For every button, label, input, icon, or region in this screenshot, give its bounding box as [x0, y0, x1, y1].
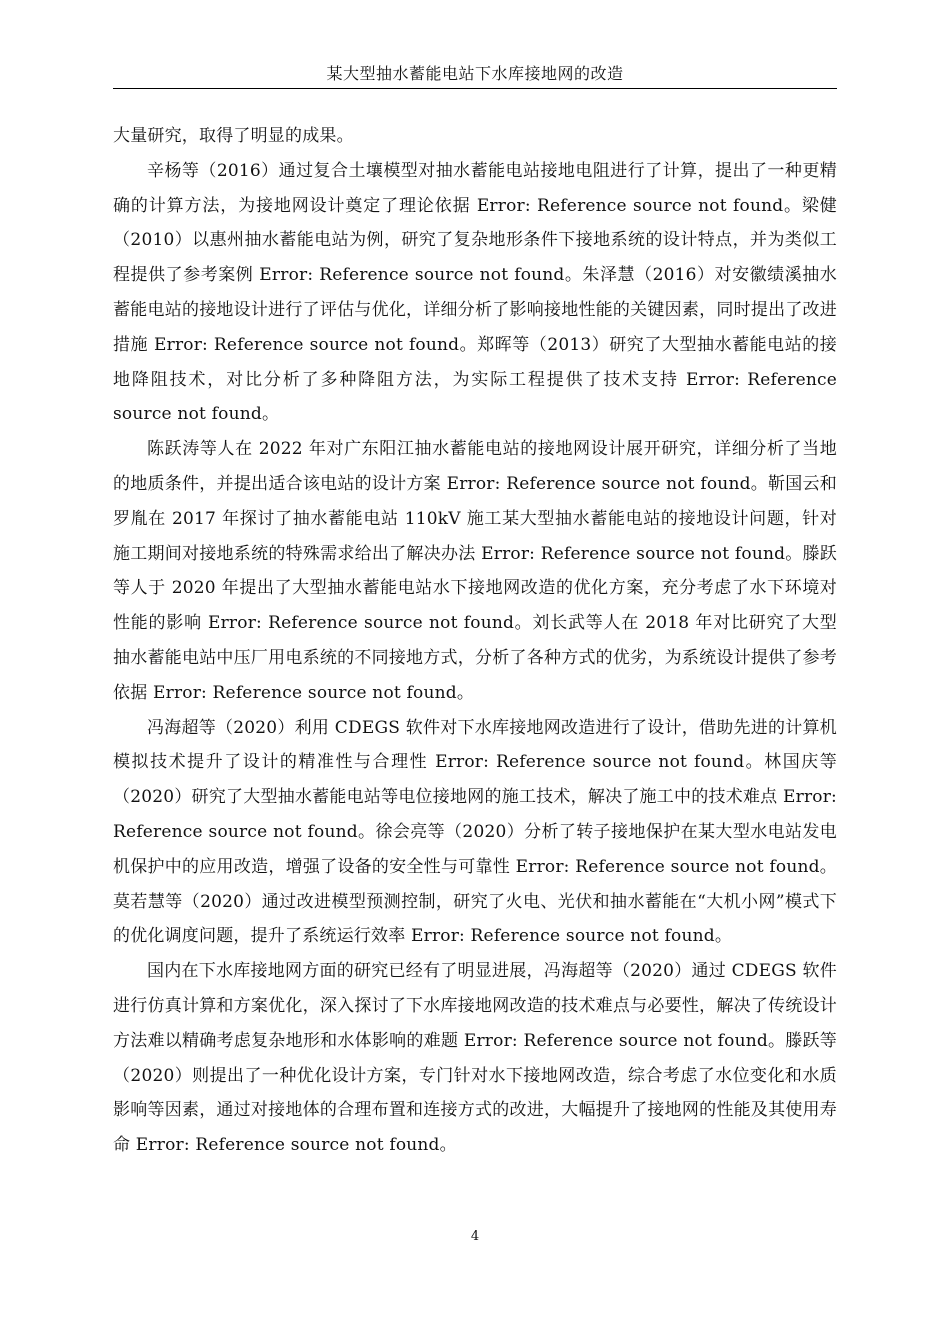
running-header: 某大型抽水蓄能电站下水库接地网的改造	[326, 64, 624, 83]
header-rule	[113, 88, 837, 89]
paragraph-continued: 大量研究，取得了明显的成果。	[113, 126, 354, 146]
body-text	[113, 119, 837, 1163]
paragraph: 冯海超等（2020）利用 CDEGS 软件对下水库接地网改造进行了设计，借助先进的计算机模拟技术提升了设计的精准性与合理性 Error: Reference source not found。林国庆等（2020）研究了大型抽水蓄能电站等电位接地网的施工技术，解决了施工中的技术难点 Error: Reference source not found。徐会亮等（2020）分析了转子接地保护在某大型水电站发电机保护中的应用改造，增强了设备的安全性与可靠性 Error: Reference source not found。莫若慧等（2020）通过改进模型预测控制，研究了火电、光伏和抽水蓄能在“大机小网”模式下的优化调度问题，提升了系统运行效率 Error: Reference source not found。	[113, 717, 837, 947]
paragraph: 国内在下水库接地网方面的研究已经有了明显进展，冯海超等（2020）通过 CDEGS 软件进行仿真计算和方案优化，深入探讨了下水库接地网改造的技术难点与必要性，解决了传统设计方法难以精确考虑复杂地形和水体影响的难题 Error: Reference source not found。滕跃等（2020）则提出了一种优化设计方案，专门针对水下接地网改造，综合考虑了水位变化和水质影响等因素，通过对接地体的合理布置和连接方式的改进，大幅提升了接地网的性能及其使用寿命 Error: Reference source not found。	[113, 961, 837, 1156]
paragraph: 辛杨等（2016）通过复合土壤模型对抽水蓄能电站接地电阻进行了计算，提出了一种更精确的计算方法，为接地网设计奠定了理论依据 Error: Reference source not found。梁健（2010）以惠州抽水蓄能电站为例，研究了复杂地形条件下接地系统的设计特点，并为类似工程提供了参考案例 Error: Reference source not found。朱泽慧（2016）对安徽绩溪抽水蓄能电站的接地设计进行了评估与优化，详细分析了影响接地性能的关键因素，同时提出了改进措施 Error: Reference source not found。郑晖等（2013）研究了大型抽水蓄能电站的接地降阻技术，对比分析了多种降阻方法，为实际工程提供了技术支持 Error: Reference source not found。	[113, 160, 837, 425]
page-number: 4	[470, 1229, 480, 1244]
paragraph: 陈跃涛等人在 2022 年对广东阳江抽水蓄能电站的接地网设计展开研究，详细分析了当地的地质条件，并提出适合该电站的设计方案 Error: Reference source not found。靳国云和罗胤在 2017 年探讨了抽水蓄能电站 110kV 施工某大型抽水蓄能电站的接地设计问题，针对施工期间对接地系统的特殊需求给出了解决办法 Error: Reference source not found。滕跃等人于 2020 年提出了大型抽水蓄能电站水下接地网改造的优化方案，充分考虑了水下环境对性能的影响 Error: Reference source not found。刘长武等人在 2018 年对比研究了大型抽水蓄能电站中压厂用电系统的不同接地方式，分析了各种方式的优劣，为系统设计提供了参考依据 Error: Reference source not found。	[113, 439, 837, 703]
